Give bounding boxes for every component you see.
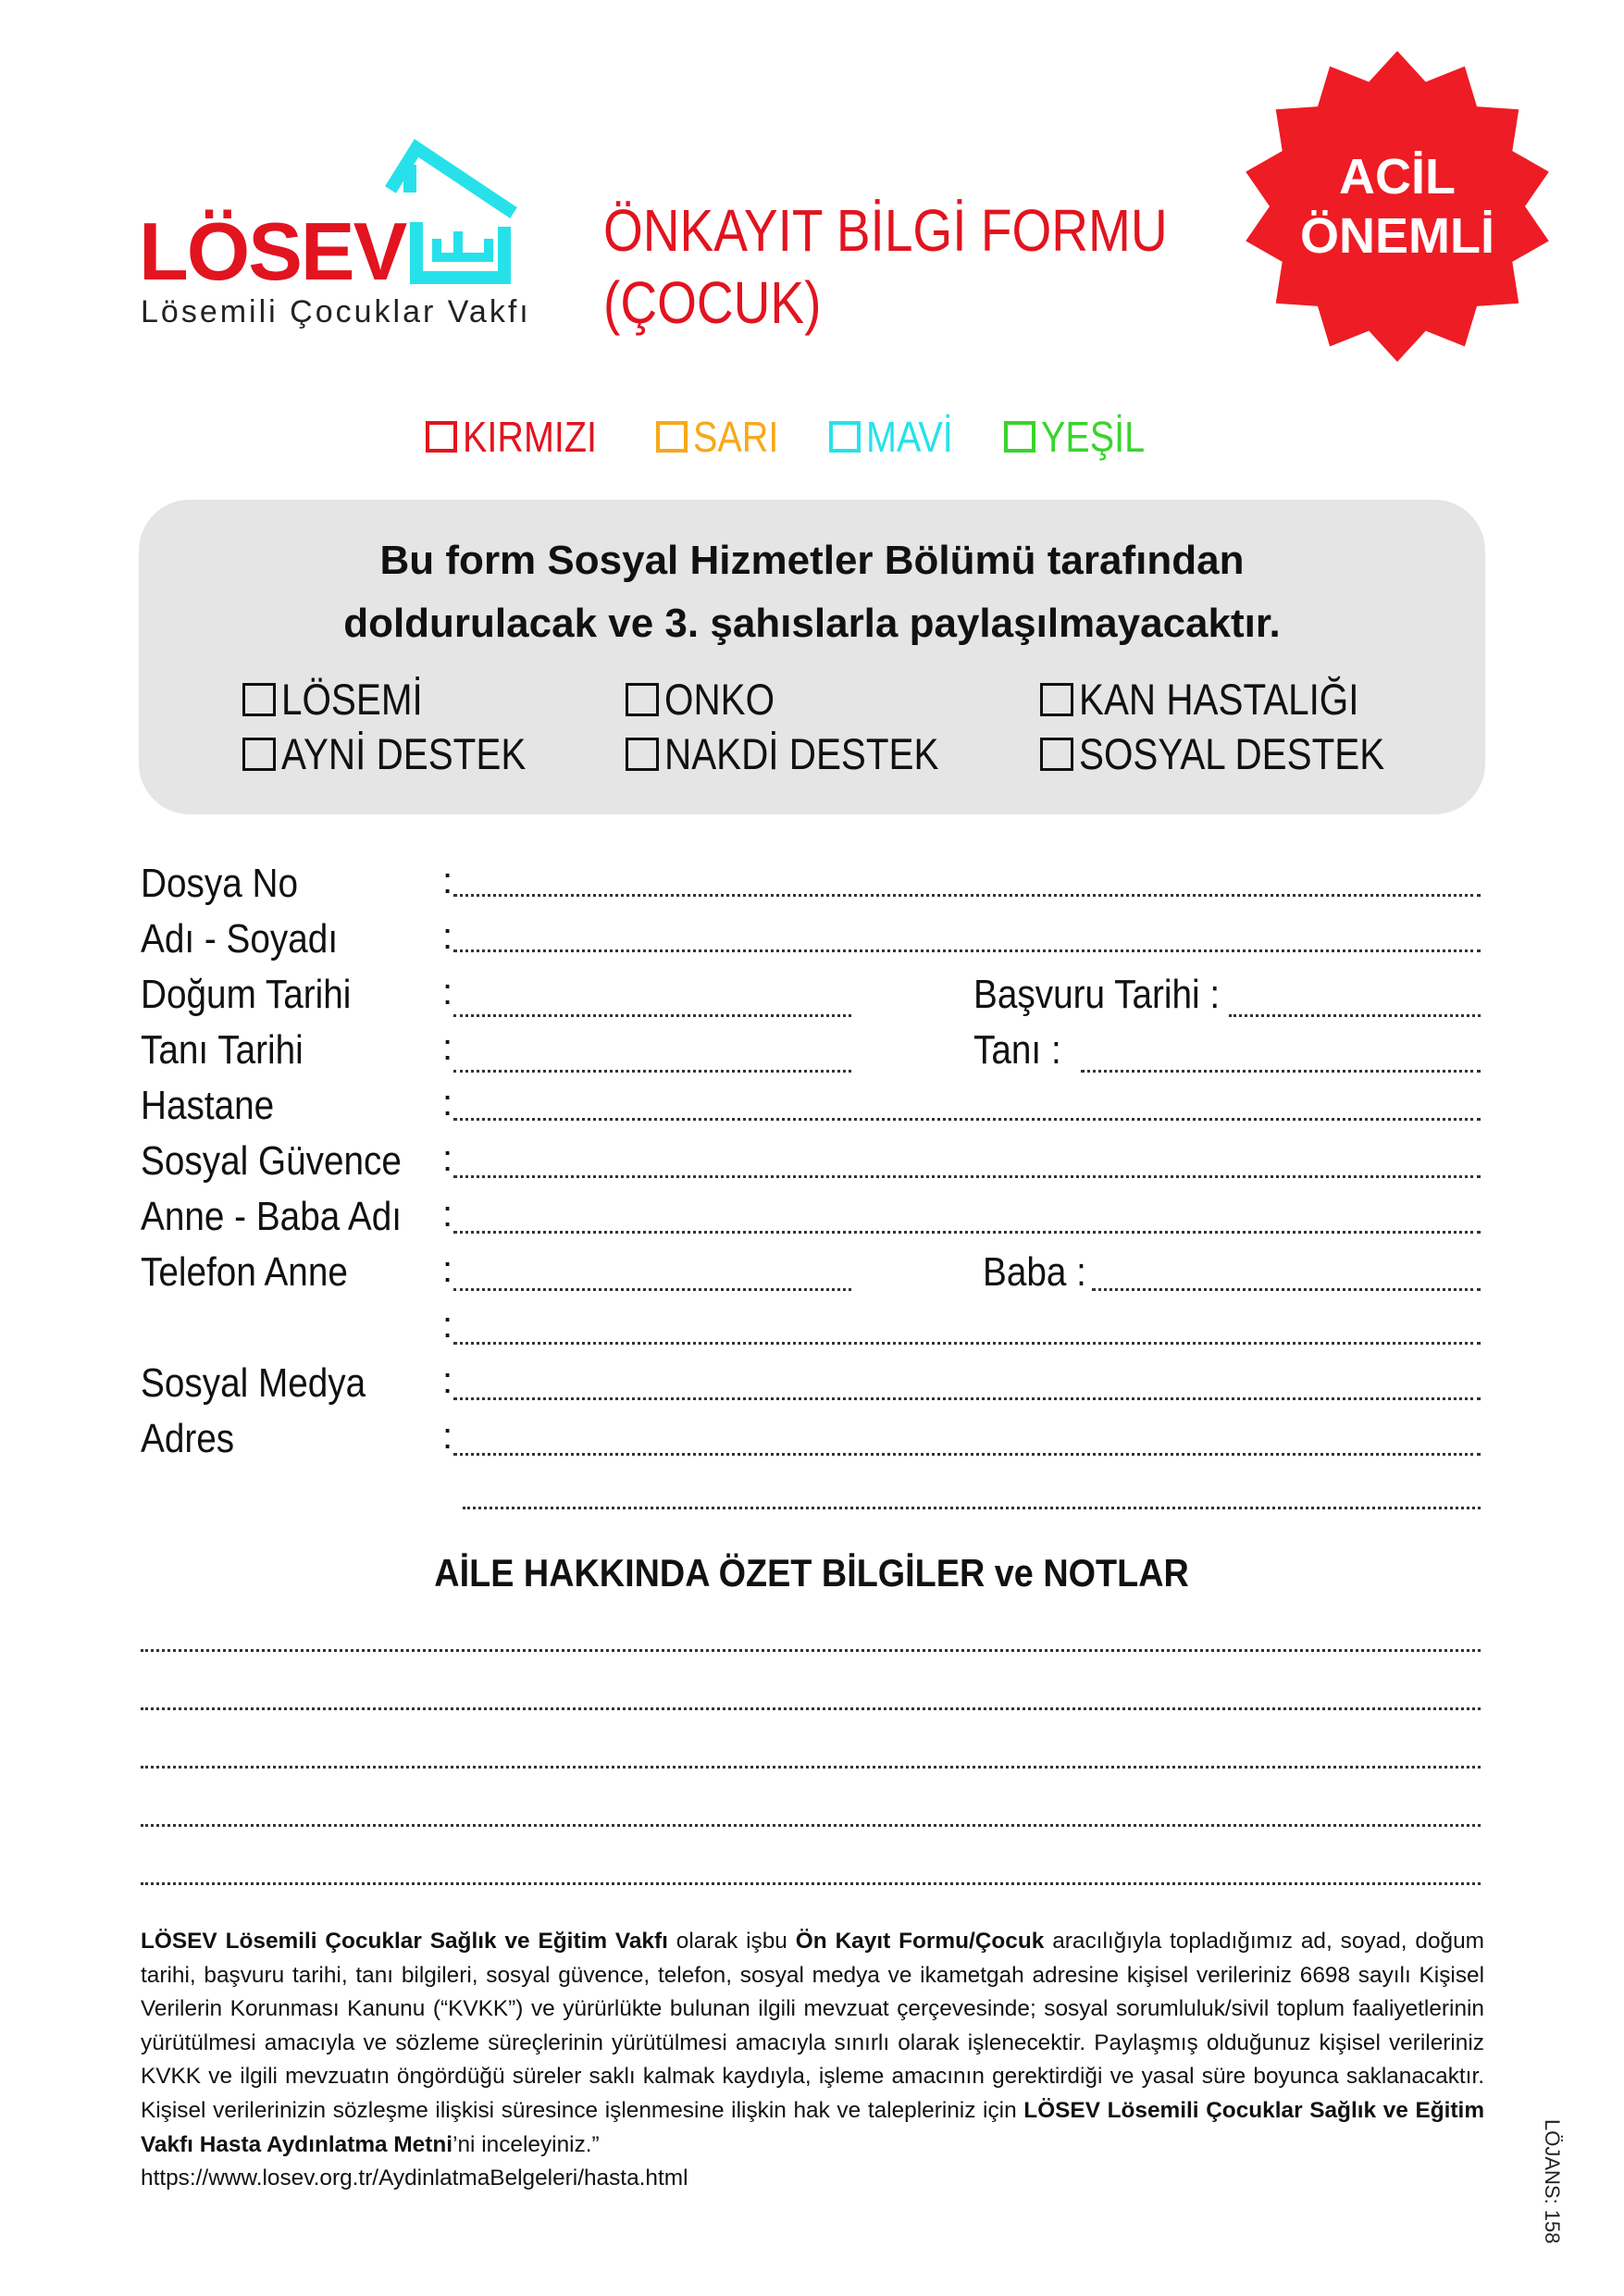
logo-brand-part1: LÖ xyxy=(139,205,249,297)
notes-line-1[interactable] xyxy=(141,1649,1481,1652)
notice-line1: Bu form Sosyal Hizmetler Bölümü tarafından xyxy=(379,538,1245,583)
colon: : xyxy=(442,1416,453,1457)
checkbox-green[interactable] xyxy=(1004,421,1035,453)
colon: : xyxy=(442,1083,453,1123)
logo-subtitle: Lösemili Çocuklar Vakfı xyxy=(141,294,531,329)
checkbox-blue[interactable] xyxy=(829,421,861,453)
checkbox[interactable] xyxy=(1040,738,1073,771)
label-tani-tarihi: Tanı Tarihi xyxy=(141,1027,304,1073)
category-label: NAKDİ DESTEK xyxy=(664,729,939,778)
priority-label-yellow: SARI xyxy=(692,413,779,461)
field-sosyal-medya[interactable] xyxy=(453,1397,1481,1400)
field-hastane[interactable] xyxy=(453,1118,1481,1121)
checkbox[interactable] xyxy=(242,738,276,771)
notice-line2: doldurulacak ve 3. şahıslarla paylaşılmayacaktır. xyxy=(343,601,1281,647)
field-basvuru-tarihi[interactable] xyxy=(1229,1014,1481,1017)
legal-bold-3: LÖSEV Lösemili Çocuklar Sağlık ve Eğitim Vakfı Hasta Aydınlatma Metni xyxy=(141,2098,1484,2157)
legal-text-1: olarak işbu xyxy=(667,1929,796,1954)
label-telefon-anne: Telefon Anne xyxy=(141,1249,348,1295)
label-sosyal-medya: Sosyal Medya xyxy=(141,1360,366,1406)
checkbox-red[interactable] xyxy=(426,421,457,453)
field-adres-line1[interactable] xyxy=(453,1453,1481,1456)
field-dosya-no[interactable] xyxy=(453,894,1481,897)
checkbox-yellow[interactable] xyxy=(656,421,688,453)
category-ayni-destek[interactable] xyxy=(242,728,626,779)
label-adres: Adres xyxy=(141,1416,235,1461)
category-label: KAN HASTALIĞI xyxy=(1079,675,1359,724)
colon: : xyxy=(442,861,453,901)
checkbox[interactable] xyxy=(626,683,659,716)
field-sosyal-guvence[interactable] xyxy=(453,1175,1481,1178)
form-title-line2: (ÇOCUK) xyxy=(603,269,822,337)
priority-option-blue[interactable] xyxy=(829,412,967,462)
family-notes-title-text: AİLE HAKKINDA ÖZET BİLGİLER ve NOTLAR xyxy=(434,1551,1190,1595)
colon: : xyxy=(442,1360,453,1401)
legal-url[interactable]: https://www.losev.org.tr/AydinlatmaBelgeleri/hasta.html xyxy=(141,2166,688,2191)
label-baba: Baba : xyxy=(983,1249,1086,1295)
side-code: LÖJANS: 158 xyxy=(1541,2119,1564,2244)
colon: : xyxy=(442,1194,453,1235)
urgent-badge-text xyxy=(1221,148,1573,266)
logo-brand-part2: SEV xyxy=(248,205,406,297)
legal-bold-2: Ön Kayıt Formu/Çocuk xyxy=(795,1929,1045,1954)
field-dogum-tarihi[interactable] xyxy=(453,1014,851,1017)
colon: : xyxy=(442,972,453,1012)
legal-bold-1: LÖSEV Lösemili Çocuklar Sağlık ve Eğitim Vakfı xyxy=(141,1929,668,1954)
colon: : xyxy=(442,916,453,957)
field-adi-soyadi[interactable] xyxy=(453,949,1481,952)
form-title-line1: ÖNKAYIT BİLGİ FORMU xyxy=(603,197,1168,264)
label-sosyal-guvence: Sosyal Güvence xyxy=(141,1138,402,1184)
category-sosyal-destek[interactable] xyxy=(1040,728,1466,779)
field-telefon-anne[interactable] xyxy=(453,1288,851,1291)
category-losemi[interactable] xyxy=(242,674,626,725)
field-anne-baba-adi[interactable] xyxy=(453,1231,1481,1234)
colon: : xyxy=(442,1305,453,1346)
priority-label-blue: MAVİ xyxy=(866,413,953,461)
category-onko[interactable] xyxy=(626,674,1040,725)
category-label: ONKO xyxy=(664,675,775,724)
priority-option-red[interactable] xyxy=(426,412,619,462)
priority-option-green[interactable] xyxy=(1004,412,1161,462)
colon: : xyxy=(442,1138,453,1179)
field-adres-line2[interactable] xyxy=(463,1507,1481,1509)
kvkk-legal-notice xyxy=(141,1925,1484,2196)
field-telefon-baba[interactable] xyxy=(1092,1288,1481,1291)
priority-label-red: KIRMIZI xyxy=(463,413,598,461)
category-nakdi-destek[interactable] xyxy=(626,728,1040,779)
legal-text-3: ’ni inceleyiniz.” xyxy=(452,2131,600,2157)
badge-line2: ÖNEMLİ xyxy=(1300,207,1494,264)
label-tani: Tanı : xyxy=(973,1027,1061,1073)
category-label: AYNİ DESTEK xyxy=(281,729,527,778)
colon: : xyxy=(442,1027,453,1068)
label-dosya-no: Dosya No xyxy=(141,861,299,906)
notes-line-5[interactable] xyxy=(141,1882,1481,1885)
label-dogum-tarihi: Doğum Tarihi xyxy=(141,972,352,1017)
family-notes-title xyxy=(139,1551,1485,1595)
checkbox[interactable] xyxy=(626,738,659,771)
badge-line1: ACİL xyxy=(1339,149,1456,205)
category-kan-hastaligi[interactable] xyxy=(1040,674,1466,725)
label-basvuru-tarihi: Başvuru Tarihi : xyxy=(973,972,1221,1017)
notice-text xyxy=(139,529,1485,655)
label-adi-soyadi: Adı - Soyadı xyxy=(141,916,339,962)
priority-option-yellow[interactable] xyxy=(656,412,792,462)
field-tani[interactable] xyxy=(1081,1070,1481,1073)
checkbox[interactable] xyxy=(242,683,276,716)
priority-color-options xyxy=(426,412,1162,462)
label-hastane: Hastane xyxy=(141,1083,275,1128)
notes-line-2[interactable] xyxy=(141,1707,1481,1710)
category-label: LÖSEMİ xyxy=(281,675,423,724)
checkbox[interactable] xyxy=(1040,683,1073,716)
priority-label-green: YEŞİL xyxy=(1041,413,1146,461)
category-checkboxes xyxy=(242,674,1464,779)
field-telefon-extra[interactable] xyxy=(453,1342,1481,1345)
notes-line-3[interactable] xyxy=(141,1766,1481,1769)
label-anne-baba-adi: Anne - Baba Adı xyxy=(141,1194,403,1239)
notes-line-4[interactable] xyxy=(141,1824,1481,1827)
legal-text-2: aracılığıyla topladığımız ad, soyad, doğum tarihi, başvuru tarihi, tanı bilgileri, sosyal güvence, telefon, sosyal medya ve ikametgah adresine kişisel verileriniz 6698 sayılı Kişisel Verilerin Korunması Kanunu (“KVKK”) ve yürürlükte bulunan ilgili mevzuat çerçevesinde; sosyal sorumluluk/sivil toplum faaliyetlerinin yürütülmesi amacıyla ve sözleme süreçlerinin yürütülmesi amacıyla sınırlı olarak işlenecektir. Paylaşmış olduğunuz kişisel verileriniz KVKK ve ilgili mevzuatın öngördüğü süreler saklı kalmak kaydıyla, işleme amacının gerektirdiği ve yasal süre boyunca saklanacaktır. Kişisel verilerinizin sözleşme ilişkisi süresince işlenmesine ilişkin hak ve talepleriniz için xyxy=(141,1929,1485,2124)
field-tani-tarihi[interactable] xyxy=(453,1070,851,1073)
category-label: SOSYAL DESTEK xyxy=(1079,729,1385,778)
colon: : xyxy=(442,1249,453,1290)
form-title xyxy=(603,194,1259,339)
logo-brand xyxy=(139,205,406,297)
